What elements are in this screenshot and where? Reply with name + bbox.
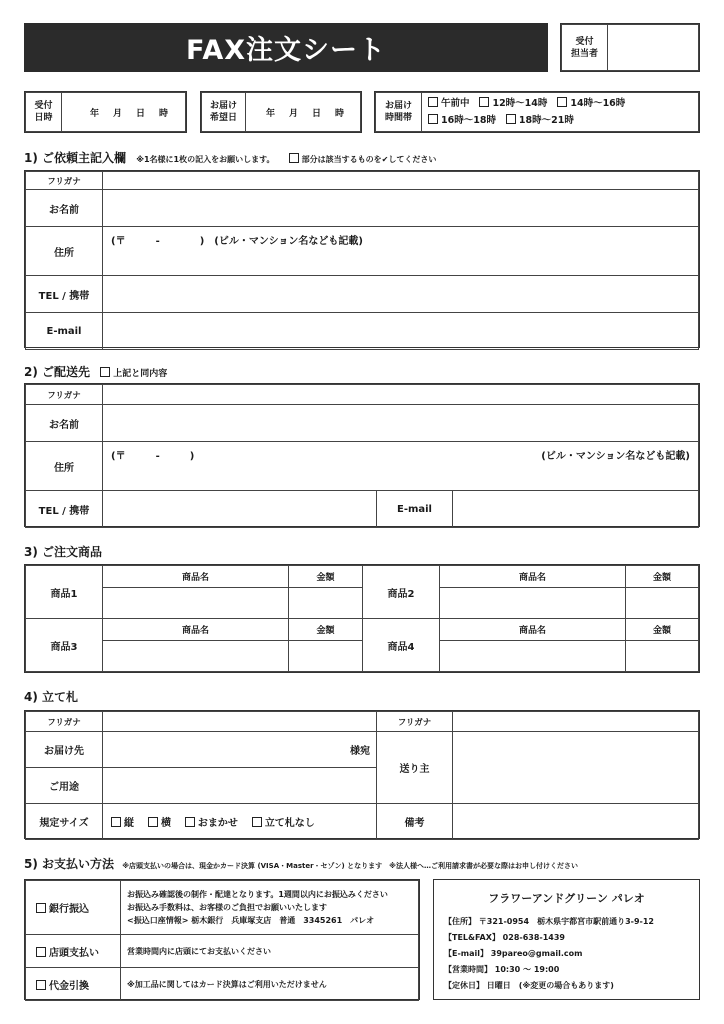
product-2-amount-field[interactable] bbox=[626, 588, 699, 619]
checkbox-icon bbox=[289, 153, 299, 163]
payment-bank-transfer[interactable]: 銀行振込 bbox=[26, 881, 121, 935]
delivery-date-box bbox=[200, 91, 362, 133]
recipient-form bbox=[24, 383, 700, 527]
amount-header: 金額 bbox=[289, 619, 363, 641]
shop-closed: 【定休日】 日曜日 (※変更の場合もあります) bbox=[444, 981, 614, 990]
purpose-label: ご用途 bbox=[26, 768, 103, 804]
payment-cod[interactable]: 代金引換 bbox=[26, 968, 121, 1001]
timeslot-box bbox=[374, 91, 700, 133]
checkbox-icon bbox=[100, 367, 110, 377]
in-store-desc: 営業時間内に店頭にてお支払いください bbox=[121, 935, 419, 968]
month-label: 月 bbox=[113, 108, 123, 119]
product-2-label: 商品2 bbox=[363, 566, 440, 619]
amount-header: 金額 bbox=[626, 566, 699, 588]
shop-info-box bbox=[433, 879, 700, 1000]
section4-heading: 4) 立て札 bbox=[24, 690, 79, 704]
section2-heading: 2) ご配送先 bbox=[24, 365, 91, 379]
checkbox-icon bbox=[557, 97, 567, 107]
tel-label: TEL / 携帯 bbox=[26, 276, 103, 313]
shop-name: フラワーアンドグリーン パレオ bbox=[488, 892, 645, 905]
receipt-label-2: 担当者 bbox=[570, 48, 598, 59]
recipient-name-field[interactable] bbox=[103, 405, 699, 442]
checkbox-icon bbox=[428, 97, 438, 107]
slot-14-16[interactable]: 14時～16時 bbox=[557, 98, 625, 109]
section1-heading: 1) ご依頼主記入欄 bbox=[24, 151, 127, 165]
hour-label: 時 bbox=[159, 108, 169, 119]
receipt-staff-box bbox=[560, 23, 700, 72]
tel-label: TEL / 携帯 bbox=[26, 491, 103, 528]
name-label: お名前 bbox=[26, 405, 103, 442]
size-none-checkbox[interactable]: 立て札なし bbox=[252, 818, 315, 829]
products-form bbox=[24, 564, 700, 673]
delivery-date-field[interactable] bbox=[246, 93, 361, 132]
product-name-header: 商品名 bbox=[103, 619, 289, 641]
email-label: E-mail bbox=[377, 491, 453, 528]
receipt-staff-field[interactable] bbox=[608, 25, 699, 71]
address-label: 住所 bbox=[26, 442, 103, 491]
timeslot-label-1: お届け bbox=[384, 101, 412, 111]
section5-note: ※店頭支払いの場合は、現金かカード決算 (VISA・Master・セゾン) となります ※法人様へ…ご利用請求書が必要な際はお申し付けください bbox=[122, 862, 578, 870]
bank-transfer-desc-1: お振込み確認後の制作・配達となります。1週間以内にお振込みください bbox=[127, 890, 388, 899]
section1-note2: 部分は該当するものを✔してください bbox=[301, 155, 437, 164]
received-datetime-field[interactable] bbox=[62, 93, 186, 132]
delivery-label-2: 希望日 bbox=[209, 113, 237, 123]
requester-email-field[interactable] bbox=[103, 313, 699, 350]
checkbox-icon bbox=[428, 114, 438, 124]
address-hint-building: (ビル・マンション名なども記載) bbox=[541, 451, 690, 462]
sender-furigana-field[interactable] bbox=[453, 712, 699, 732]
same-as-above-checkbox[interactable]: 上記と同内容 bbox=[100, 369, 167, 379]
day-label: 日 bbox=[136, 108, 146, 119]
requester-tel-field[interactable] bbox=[103, 276, 699, 313]
day-label: 日 bbox=[312, 108, 322, 119]
requester-furigana-field[interactable] bbox=[103, 172, 699, 190]
recipient-address-field[interactable] bbox=[103, 442, 699, 491]
bank-account-info: <振込口座情報> 栃木銀行 兵庫塚支店 普通 3345261 パレオ bbox=[127, 916, 375, 925]
requester-form bbox=[24, 170, 700, 348]
product-1-label: 商品1 bbox=[26, 566, 103, 619]
checkbox-icon bbox=[148, 817, 158, 827]
size-label: 規定サイズ bbox=[26, 804, 103, 840]
honorific-label: 様宛 bbox=[350, 746, 370, 757]
checkbox-icon bbox=[36, 903, 46, 913]
requester-address-field[interactable] bbox=[103, 227, 699, 276]
shop-address: 【住所】 〒321-0954 栃木県宇都宮市駅前通り3-9-12 bbox=[444, 917, 654, 926]
received-datetime-box bbox=[24, 91, 187, 133]
receipt-label-1: 受付 bbox=[575, 36, 594, 47]
product-2-name-field[interactable] bbox=[440, 588, 626, 619]
cod-desc: ※加工品に関してはカード決算はご利用いただけません bbox=[121, 968, 419, 1001]
product-3-amount-field[interactable] bbox=[289, 641, 363, 672]
address-hint: (〒 - ) (ビル・マンション名なども記載) bbox=[111, 236, 363, 247]
section5-heading: 5) お支払い方法 bbox=[24, 857, 115, 871]
delivery-label-1: お届け bbox=[209, 101, 237, 111]
shop-tel-fax: 【TEL&FAX】 028-638-1439 bbox=[444, 933, 565, 942]
checkbox-icon bbox=[479, 97, 489, 107]
product-4-amount-field[interactable] bbox=[626, 641, 699, 672]
product-1-name-field[interactable] bbox=[103, 588, 289, 619]
furigana-label: フリガナ bbox=[26, 385, 103, 405]
checkbox-icon bbox=[252, 817, 262, 827]
furigana-label: フリガナ bbox=[377, 712, 453, 732]
checkbox-icon bbox=[506, 114, 516, 124]
checkbox-icon bbox=[36, 980, 46, 990]
timeslot-label-2: 時間帯 bbox=[384, 113, 412, 123]
shop-email: 【E-mail】 39pareo@gmail.com bbox=[444, 949, 583, 958]
checkbox-icon bbox=[185, 817, 195, 827]
checkbox-icon bbox=[111, 817, 121, 827]
nameplate-form bbox=[24, 710, 700, 839]
slot-18-21[interactable]: 18時～21時 bbox=[506, 115, 574, 126]
remarks-label: 備考 bbox=[377, 804, 453, 840]
checkbox-icon bbox=[36, 947, 46, 957]
received-label-2: 日時 bbox=[34, 113, 53, 123]
to-furigana-field[interactable] bbox=[103, 712, 377, 732]
product-name-header: 商品名 bbox=[440, 619, 626, 641]
recipient-furigana-field[interactable] bbox=[103, 385, 699, 405]
product-3-name-field[interactable] bbox=[103, 641, 289, 672]
product-3-label: 商品3 bbox=[26, 619, 103, 672]
recipient-tel-field[interactable] bbox=[103, 491, 377, 528]
bank-transfer-desc-2: お振込み手数料は、お客様のご負担でお願いいたします bbox=[127, 903, 327, 912]
slot-16-18[interactable]: 16時～18時 bbox=[428, 115, 496, 126]
email-label: E-mail bbox=[26, 313, 103, 350]
remarks-field[interactable] bbox=[453, 804, 699, 840]
size-omakase-checkbox[interactable]: おまかせ bbox=[185, 818, 238, 829]
size-horizontal-checkbox[interactable]: 横 bbox=[148, 818, 171, 829]
sender-label: 送り主 bbox=[377, 732, 453, 804]
purpose-field[interactable] bbox=[103, 768, 377, 804]
size-vertical-checkbox[interactable]: 縦 bbox=[111, 818, 134, 829]
furigana-label: フリガナ bbox=[26, 712, 103, 732]
shop-hours: 【営業時間】 10:30 ～ 19:00 bbox=[444, 965, 560, 974]
received-label-1: 受付 bbox=[34, 101, 53, 111]
product-4-name-field[interactable] bbox=[440, 641, 626, 672]
product-4-label: 商品4 bbox=[363, 619, 440, 672]
product-name-header: 商品名 bbox=[103, 566, 289, 588]
address-hint-zip: (〒 - ) bbox=[111, 451, 195, 462]
furigana-label: フリガナ bbox=[26, 172, 103, 190]
name-label: お名前 bbox=[26, 190, 103, 227]
page-title: FAX注文シート bbox=[24, 23, 548, 72]
slot-morning[interactable]: 午前中 bbox=[428, 98, 470, 109]
address-label: 住所 bbox=[26, 227, 103, 276]
requester-name-field[interactable] bbox=[103, 190, 699, 227]
sender-field[interactable] bbox=[453, 732, 699, 804]
year-label: 年 bbox=[266, 108, 276, 119]
month-label: 月 bbox=[289, 108, 299, 119]
section3-heading: 3) ご注文商品 bbox=[24, 545, 103, 559]
section1-note: ※1名様に1枚の記入をお願いします。 bbox=[136, 155, 275, 164]
product-1-amount-field[interactable] bbox=[289, 588, 363, 619]
to-field[interactable] bbox=[103, 732, 377, 768]
to-label: お届け先 bbox=[26, 732, 103, 768]
slot-12-14[interactable]: 12時～14時 bbox=[479, 98, 547, 109]
payment-in-store[interactable]: 店頭支払い bbox=[26, 935, 121, 968]
product-name-header: 商品名 bbox=[440, 566, 626, 588]
amount-header: 金額 bbox=[289, 566, 363, 588]
amount-header: 金額 bbox=[626, 619, 699, 641]
payment-form bbox=[24, 879, 420, 1000]
hour-label: 時 bbox=[335, 108, 345, 119]
recipient-email-field[interactable] bbox=[453, 491, 699, 528]
year-label: 年 bbox=[90, 108, 100, 119]
